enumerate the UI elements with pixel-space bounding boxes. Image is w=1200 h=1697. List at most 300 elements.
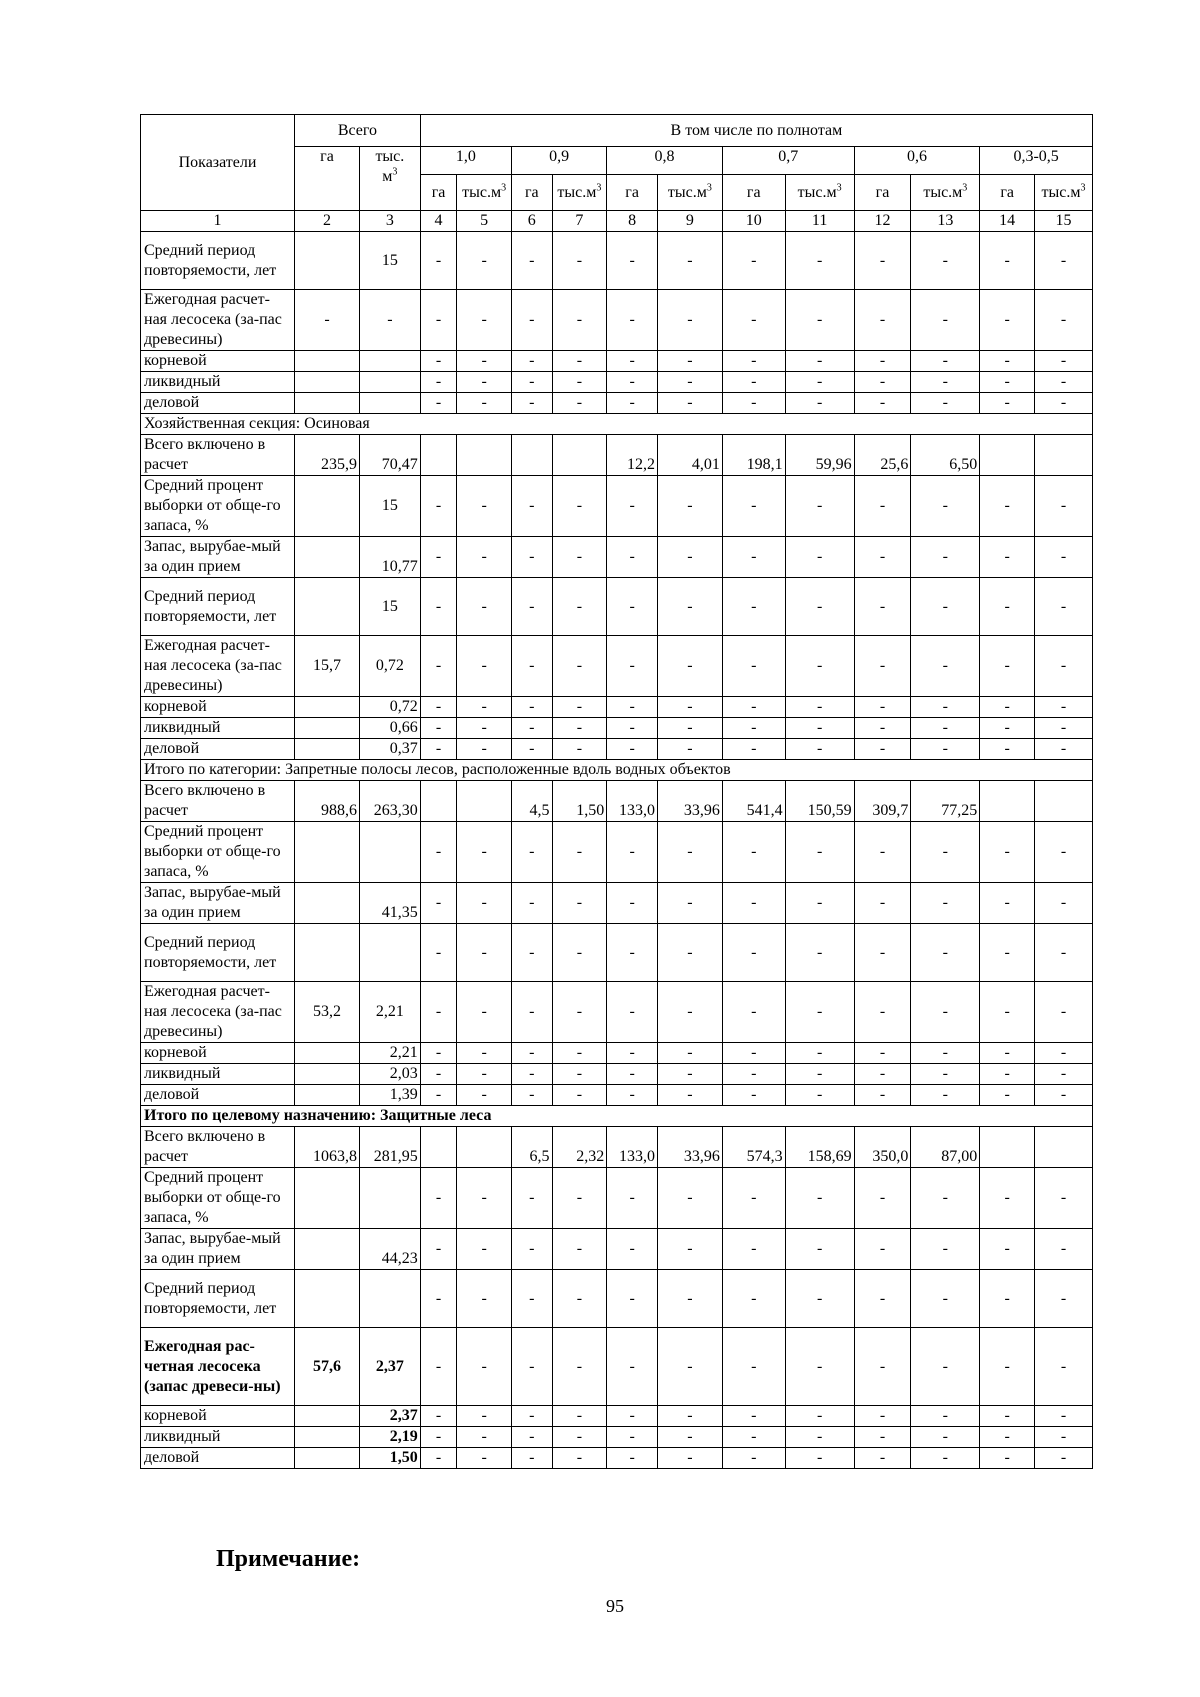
column-number: 5: [457, 211, 512, 232]
density-value-cell: -: [854, 1427, 911, 1448]
total-ha-cell: [295, 351, 360, 372]
density-value-cell: -: [1035, 739, 1093, 760]
density-value-cell: -: [420, 822, 456, 883]
density-value-cell: -: [657, 822, 722, 883]
density-value-cell: -: [785, 883, 854, 924]
density-value-cell: -: [785, 718, 854, 739]
density-value-cell: [420, 435, 456, 476]
density-value-cell: -: [980, 1448, 1035, 1469]
density-value-cell: -: [722, 1064, 785, 1085]
density-value-cell: -: [911, 476, 980, 537]
density-value-cell: -: [785, 232, 854, 290]
density-value-cell: 77,25: [911, 781, 980, 822]
density-value-cell: [1035, 1127, 1093, 1168]
density-value-cell: -: [854, 636, 911, 697]
density-value-cell: -: [980, 476, 1035, 537]
density-value-cell: -: [607, 1406, 658, 1427]
header-density-thous-m3: $тыс.м^3$: [457, 175, 512, 211]
total-m3-cell: 0,72: [359, 697, 420, 718]
row-label: деловой: [141, 739, 295, 760]
column-number: 8: [607, 211, 658, 232]
density-value-cell: -: [457, 883, 512, 924]
section-row: [141, 1106, 1093, 1127]
total-m3-cell: 44,23: [359, 1229, 420, 1270]
density-value-cell: -: [457, 822, 512, 883]
total-ha-cell: [295, 1043, 360, 1064]
density-value-cell: -: [980, 636, 1035, 697]
section-title: Хозяйственная секция: Осиновая: [141, 414, 1093, 435]
density-value-cell: -: [1035, 290, 1093, 351]
total-ha-cell: 235,9: [295, 435, 360, 476]
table-row: [141, 924, 1093, 982]
density-value-cell: -: [512, 822, 553, 883]
header-density-ha: га: [722, 175, 785, 211]
density-value-cell: -: [607, 1085, 658, 1106]
header-density-ha: га: [607, 175, 658, 211]
density-value-cell: -: [457, 636, 512, 697]
density-value-cell: [457, 781, 512, 822]
density-value-cell: -: [911, 739, 980, 760]
header-density-thous-m3: $тыс.м^3$: [552, 175, 607, 211]
density-value-cell: -: [420, 476, 456, 537]
density-value-cell: -: [980, 697, 1035, 718]
density-value-cell: -: [512, 537, 553, 578]
density-value-cell: -: [420, 537, 456, 578]
density-value-cell: -: [854, 1064, 911, 1085]
row-label: Запас, вырубае-мый за один прием: [141, 1229, 295, 1270]
density-value-cell: [980, 1127, 1035, 1168]
density-value-cell: -: [657, 372, 722, 393]
density-value-cell: -: [785, 537, 854, 578]
density-value-cell: 133,0: [607, 781, 658, 822]
table-row: [141, 883, 1093, 924]
density-value-cell: -: [911, 1043, 980, 1064]
density-value-cell: -: [607, 578, 658, 636]
header-density-ha: га: [854, 175, 911, 211]
density-value-cell: -: [420, 1043, 456, 1064]
density-value-cell: -: [785, 1406, 854, 1427]
total-m3-cell: 15: [359, 476, 420, 537]
column-number: 7: [552, 211, 607, 232]
density-value-cell: -: [785, 290, 854, 351]
density-value-cell: -: [911, 1427, 980, 1448]
density-value-cell: -: [512, 636, 553, 697]
table-row: [141, 290, 1093, 351]
density-value-cell: -: [854, 982, 911, 1043]
density-value-cell: -: [854, 476, 911, 537]
density-value-cell: -: [607, 393, 658, 414]
header-density-ha: га: [980, 175, 1035, 211]
density-value-cell: -: [420, 697, 456, 718]
total-ha-cell: [295, 718, 360, 739]
density-value-cell: -: [1035, 1328, 1093, 1406]
density-value-cell: -: [420, 578, 456, 636]
density-value-cell: -: [607, 476, 658, 537]
table-body: [141, 232, 1093, 1469]
density-value-cell: -: [980, 982, 1035, 1043]
density-value-cell: -: [552, 393, 607, 414]
density-value-cell: -: [420, 351, 456, 372]
total-m3-cell: [359, 822, 420, 883]
density-value-cell: -: [552, 1406, 607, 1427]
density-value-cell: -: [512, 1448, 553, 1469]
total-ha-cell: [295, 739, 360, 760]
density-value-cell: -: [722, 1406, 785, 1427]
total-ha-cell: [295, 1229, 360, 1270]
density-value-cell: -: [1035, 537, 1093, 578]
density-value-cell: -: [457, 578, 512, 636]
column-number: 1: [141, 211, 295, 232]
density-value-cell: -: [552, 982, 607, 1043]
density-value-cell: -: [980, 1168, 1035, 1229]
row-label: корневой: [141, 351, 295, 372]
density-value-cell: -: [854, 822, 911, 883]
header-column-numbers-row: [141, 211, 1093, 232]
density-value-cell: -: [457, 290, 512, 351]
density-value-cell: -: [854, 1270, 911, 1328]
header-total: Всего: [295, 115, 421, 147]
density-value-cell: -: [657, 1085, 722, 1106]
row-label: Ежегодная расчет-ная лесосека (за-пас древесины): [141, 636, 295, 697]
density-value-cell: -: [854, 1448, 911, 1469]
density-value-cell: -: [552, 351, 607, 372]
density-value-cell: -: [420, 1328, 456, 1406]
density-value-cell: -: [722, 1229, 785, 1270]
density-value-cell: -: [657, 476, 722, 537]
density-value-cell: -: [552, 1427, 607, 1448]
density-value-cell: -: [722, 697, 785, 718]
section-title: Итого по категории: Запретные полосы лесов, расположенные вдоль водных объектов: [141, 760, 1093, 781]
density-value-cell: -: [420, 739, 456, 760]
total-ha-cell: [295, 1427, 360, 1448]
density-value-cell: -: [607, 1270, 658, 1328]
density-value-cell: 350,0: [854, 1127, 911, 1168]
density-value-cell: -: [785, 1043, 854, 1064]
density-value-cell: 6,50: [911, 435, 980, 476]
total-ha-cell: [295, 578, 360, 636]
density-value-cell: -: [854, 883, 911, 924]
density-value-cell: -: [657, 982, 722, 1043]
density-value-cell: -: [854, 537, 911, 578]
row-label: Средний период повторяемости, лет: [141, 924, 295, 982]
column-number: 9: [657, 211, 722, 232]
density-value-cell: -: [722, 351, 785, 372]
density-value-cell: -: [420, 232, 456, 290]
total-m3-cell: 1,50: [359, 1448, 420, 1469]
density-value-cell: [1035, 781, 1093, 822]
density-value-cell: -: [1035, 1229, 1093, 1270]
density-value-cell: -: [722, 1168, 785, 1229]
density-value-cell: -: [607, 290, 658, 351]
row-label: Всего включено в расчет: [141, 781, 295, 822]
density-value-cell: -: [854, 739, 911, 760]
density-value-cell: -: [722, 1328, 785, 1406]
density-value-cell: -: [854, 1328, 911, 1406]
density-value-cell: -: [1035, 372, 1093, 393]
density-value-cell: -: [980, 1427, 1035, 1448]
density-value-cell: -: [785, 1085, 854, 1106]
density-value-cell: -: [1035, 883, 1093, 924]
total-m3-cell: 0,66: [359, 718, 420, 739]
row-label: Ежегодная расчет-ная лесосека (за-пас древесины): [141, 290, 295, 351]
total-m3-cell: [359, 1270, 420, 1328]
density-value-cell: -: [512, 1427, 553, 1448]
row-label: Запас, вырубае-мый за один прием: [141, 537, 295, 578]
density-value-cell: 541,4: [722, 781, 785, 822]
column-number: 6: [512, 211, 553, 232]
density-value-cell: -: [722, 822, 785, 883]
density-value-cell: -: [722, 537, 785, 578]
section-title: Итого по целевому назначению: Защитные леса: [141, 1106, 1093, 1127]
total-m3-cell: [359, 351, 420, 372]
density-value-cell: -: [657, 718, 722, 739]
density-value-cell: -: [657, 697, 722, 718]
density-value-cell: -: [722, 982, 785, 1043]
density-value-cell: -: [420, 393, 456, 414]
header-density-thous-m3: $тыс.м^3$: [785, 175, 854, 211]
total-ha-cell: [295, 232, 360, 290]
row-label: корневой: [141, 1406, 295, 1427]
density-value-cell: -: [854, 232, 911, 290]
row-label: Всего включено в расчет: [141, 1127, 295, 1168]
total-ha-cell: [295, 1085, 360, 1106]
density-value-cell: 150,59: [785, 781, 854, 822]
density-value-cell: -: [512, 739, 553, 760]
density-value-cell: -: [420, 982, 456, 1043]
row-label: корневой: [141, 1043, 295, 1064]
row-label: Средний процент выборки от обще-го запаса, %: [141, 1168, 295, 1229]
row-label: деловой: [141, 1085, 295, 1106]
table-row: [141, 1043, 1093, 1064]
density-value-cell: -: [420, 636, 456, 697]
density-value-cell: -: [980, 883, 1035, 924]
density-value-cell: -: [980, 822, 1035, 883]
table-row: [141, 739, 1093, 760]
density-value-cell: -: [512, 372, 553, 393]
density-value-cell: -: [457, 1168, 512, 1229]
table-row: [141, 1328, 1093, 1406]
density-value-cell: -: [420, 372, 456, 393]
density-value-cell: -: [722, 718, 785, 739]
header-density-ha: га: [512, 175, 553, 211]
density-value-cell: 87,00: [911, 1127, 980, 1168]
density-value-cell: 133,0: [607, 1127, 658, 1168]
density-value-cell: -: [607, 1168, 658, 1229]
density-value-cell: -: [657, 924, 722, 982]
density-value-cell: -: [457, 1448, 512, 1469]
total-ha-cell: [295, 1064, 360, 1085]
total-ha-cell: [295, 822, 360, 883]
density-value-cell: -: [552, 697, 607, 718]
row-label: Средний период повторяемости, лет: [141, 578, 295, 636]
density-value-cell: -: [552, 290, 607, 351]
density-value-cell: -: [911, 636, 980, 697]
density-value-cell: -: [1035, 697, 1093, 718]
density-value-cell: -: [607, 982, 658, 1043]
density-value-cell: -: [512, 718, 553, 739]
density-value-cell: [980, 781, 1035, 822]
total-m3-cell: -: [359, 290, 420, 351]
total-ha-cell: [295, 924, 360, 982]
density-value-cell: [552, 435, 607, 476]
density-value-cell: 158,69: [785, 1127, 854, 1168]
density-value-cell: -: [420, 1448, 456, 1469]
density-value-cell: -: [1035, 1270, 1093, 1328]
row-label: ликвидный: [141, 1427, 295, 1448]
density-value-cell: [512, 435, 553, 476]
header-density-1: 1,0: [420, 147, 511, 175]
density-value-cell: -: [1035, 1085, 1093, 1106]
density-value-cell: -: [512, 476, 553, 537]
total-ha-cell: -: [295, 290, 360, 351]
density-value-cell: -: [657, 351, 722, 372]
table-row: [141, 781, 1093, 822]
density-value-cell: -: [722, 578, 785, 636]
density-value-cell: -: [552, 476, 607, 537]
row-label: ликвидный: [141, 718, 295, 739]
density-value-cell: -: [607, 1328, 658, 1406]
density-value-cell: -: [722, 1448, 785, 1469]
column-number: 4: [420, 211, 456, 232]
density-value-cell: -: [457, 697, 512, 718]
table-row: [141, 636, 1093, 697]
density-value-cell: -: [854, 372, 911, 393]
density-value-cell: -: [457, 1406, 512, 1427]
row-label: корневой: [141, 697, 295, 718]
row-label: Запас, вырубае-мый за один прием: [141, 883, 295, 924]
density-value-cell: -: [854, 1085, 911, 1106]
density-value-cell: 1,50: [552, 781, 607, 822]
density-value-cell: -: [785, 1270, 854, 1328]
table-row: [141, 1127, 1093, 1168]
density-value-cell: -: [420, 924, 456, 982]
density-value-cell: -: [657, 1427, 722, 1448]
total-ha-cell: [295, 393, 360, 414]
density-value-cell: -: [552, 1168, 607, 1229]
row-label: Ежегодная рас-четная лесосека (запас древеси-ны): [141, 1328, 295, 1406]
density-value-cell: -: [512, 697, 553, 718]
density-value-cell: -: [552, 883, 607, 924]
density-value-cell: -: [457, 924, 512, 982]
density-value-cell: -: [457, 351, 512, 372]
table-row: [141, 435, 1093, 476]
density-value-cell: -: [657, 290, 722, 351]
density-value-cell: -: [854, 1043, 911, 1064]
density-value-cell: -: [854, 351, 911, 372]
density-value-cell: -: [854, 1229, 911, 1270]
density-value-cell: -: [657, 1043, 722, 1064]
density-value-cell: -: [552, 822, 607, 883]
total-ha-cell: 15,7: [295, 636, 360, 697]
table-header: [141, 115, 1093, 232]
density-value-cell: -: [512, 1229, 553, 1270]
density-value-cell: -: [1035, 351, 1093, 372]
density-value-cell: 198,1: [722, 435, 785, 476]
density-value-cell: -: [785, 822, 854, 883]
density-value-cell: -: [980, 537, 1035, 578]
density-value-cell: -: [512, 290, 553, 351]
density-value-cell: 33,96: [657, 1127, 722, 1168]
density-value-cell: -: [552, 1043, 607, 1064]
table-row: [141, 372, 1093, 393]
density-value-cell: -: [607, 739, 658, 760]
density-value-cell: -: [552, 718, 607, 739]
column-number: 11: [785, 211, 854, 232]
density-value-cell: -: [911, 1328, 980, 1406]
density-value-cell: -: [457, 1064, 512, 1085]
note-heading: Примечание:: [216, 1546, 361, 1572]
density-value-cell: 309,7: [854, 781, 911, 822]
column-number: 14: [980, 211, 1035, 232]
density-value-cell: -: [911, 372, 980, 393]
density-value-cell: -: [785, 1229, 854, 1270]
table-row: [141, 1406, 1093, 1427]
density-value-cell: -: [785, 578, 854, 636]
density-value-cell: -: [911, 393, 980, 414]
total-ha-cell: 53,2: [295, 982, 360, 1043]
total-ha-cell: 57,6: [295, 1328, 360, 1406]
table-row: [141, 578, 1093, 636]
header-density-thous-m3: $тыс.м^3$: [1035, 175, 1093, 211]
density-value-cell: -: [607, 372, 658, 393]
density-value-cell: -: [1035, 1168, 1093, 1229]
density-value-cell: -: [607, 718, 658, 739]
density-value-cell: -: [785, 924, 854, 982]
density-value-cell: -: [785, 982, 854, 1043]
density-value-cell: -: [785, 1168, 854, 1229]
density-value-cell: 6,5: [512, 1127, 553, 1168]
density-value-cell: -: [1035, 924, 1093, 982]
density-value-cell: -: [911, 578, 980, 636]
density-value-cell: -: [980, 1064, 1035, 1085]
density-value-cell: -: [854, 697, 911, 718]
density-value-cell: -: [552, 1229, 607, 1270]
density-value-cell: -: [722, 1427, 785, 1448]
density-value-cell: -: [607, 697, 658, 718]
row-label: деловой: [141, 1448, 295, 1469]
density-value-cell: -: [657, 1270, 722, 1328]
density-value-cell: -: [657, 1406, 722, 1427]
density-value-cell: -: [911, 351, 980, 372]
density-value-cell: -: [420, 290, 456, 351]
total-m3-cell: 0,37: [359, 739, 420, 760]
density-value-cell: -: [552, 1270, 607, 1328]
density-value-cell: -: [457, 1229, 512, 1270]
density-value-cell: -: [657, 1064, 722, 1085]
total-m3-cell: 15: [359, 232, 420, 290]
density-value-cell: -: [854, 578, 911, 636]
density-value-cell: -: [512, 1085, 553, 1106]
density-value-cell: -: [552, 537, 607, 578]
density-value-cell: -: [512, 1064, 553, 1085]
density-value-cell: -: [457, 1427, 512, 1448]
density-value-cell: -: [911, 1168, 980, 1229]
density-value-cell: -: [552, 232, 607, 290]
density-value-cell: -: [420, 718, 456, 739]
column-number: 3: [359, 211, 420, 232]
density-value-cell: -: [607, 1229, 658, 1270]
density-value-cell: -: [457, 739, 512, 760]
header-density-thous-m3: $тыс.м^3$: [657, 175, 722, 211]
density-value-cell: -: [657, 636, 722, 697]
density-value-cell: -: [722, 1085, 785, 1106]
density-value-cell: -: [420, 1229, 456, 1270]
density-value-cell: -: [457, 537, 512, 578]
density-value-cell: -: [911, 232, 980, 290]
density-value-cell: -: [980, 739, 1035, 760]
total-ha-cell: [295, 1270, 360, 1328]
header-density-2: 0,9: [512, 147, 607, 175]
